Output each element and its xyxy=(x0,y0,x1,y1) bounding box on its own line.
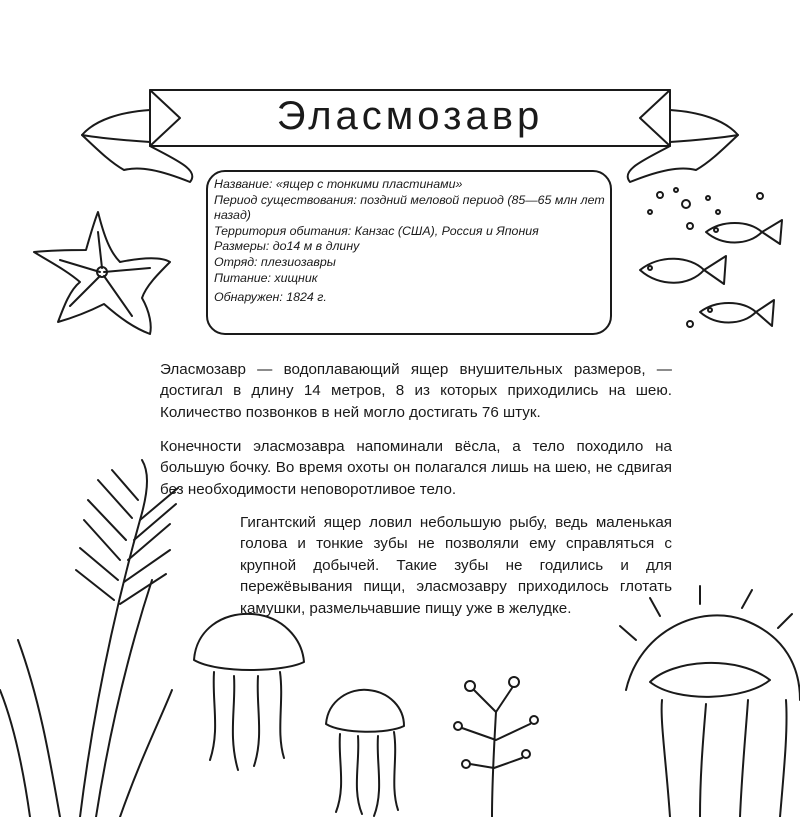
info-order: Отряд: плезиозавры xyxy=(214,254,336,269)
fern-plant-illustration xyxy=(0,460,178,817)
jellyfish-small-illustration xyxy=(326,690,404,816)
info-size: Размеры: до14 м в длину xyxy=(214,239,360,254)
info-discovered: Обнаружен: 1824 г. xyxy=(214,290,327,305)
jellyfish-large-illustration xyxy=(194,614,304,770)
info-name: Название: «ящер с тонкими пластинами» xyxy=(214,177,463,191)
paragraph-1: Эласмозавр — водоплавающий ящер внушительных размеров, — достигал в длину 14 метров, 8 из которых приходились на шею. Количество позвонков в ней могло достигать 76 штук. xyxy=(160,361,672,421)
sea-plant-illustration xyxy=(454,677,538,817)
fish-school-illustration xyxy=(640,188,782,327)
info-box xyxy=(214,177,606,306)
info-diet: Питание: хищник xyxy=(214,270,318,285)
starfish-illustration xyxy=(34,212,170,334)
info-territory: Территория обитания: Канзас (США), Россия и Япония xyxy=(214,223,539,238)
paragraph-3: Гигантский ящер ловил небольшую рыбу, ведь маленькая голова и тонкие зубы не позволяли ему справляться с крупной добычей. Такие зубы не годились и для пережёвывания пищи, эласмозавру приходилось глотать камушки, размельчавшие пищу уже в желудке. xyxy=(240,514,672,617)
sea-anemone-illustration xyxy=(620,586,800,817)
info-period: Период существования: поздний меловой период (85—65 млн лет назад) xyxy=(214,192,605,223)
paragraph-2: Конечности эласмозавра напоминали вёсла, а тело походило на большую бочку. Во время охоты он полагался лишь на шею, не сдвигая без необходимости неповоротливое тело. xyxy=(160,438,672,498)
page-title: Эласмозавр xyxy=(276,93,544,138)
